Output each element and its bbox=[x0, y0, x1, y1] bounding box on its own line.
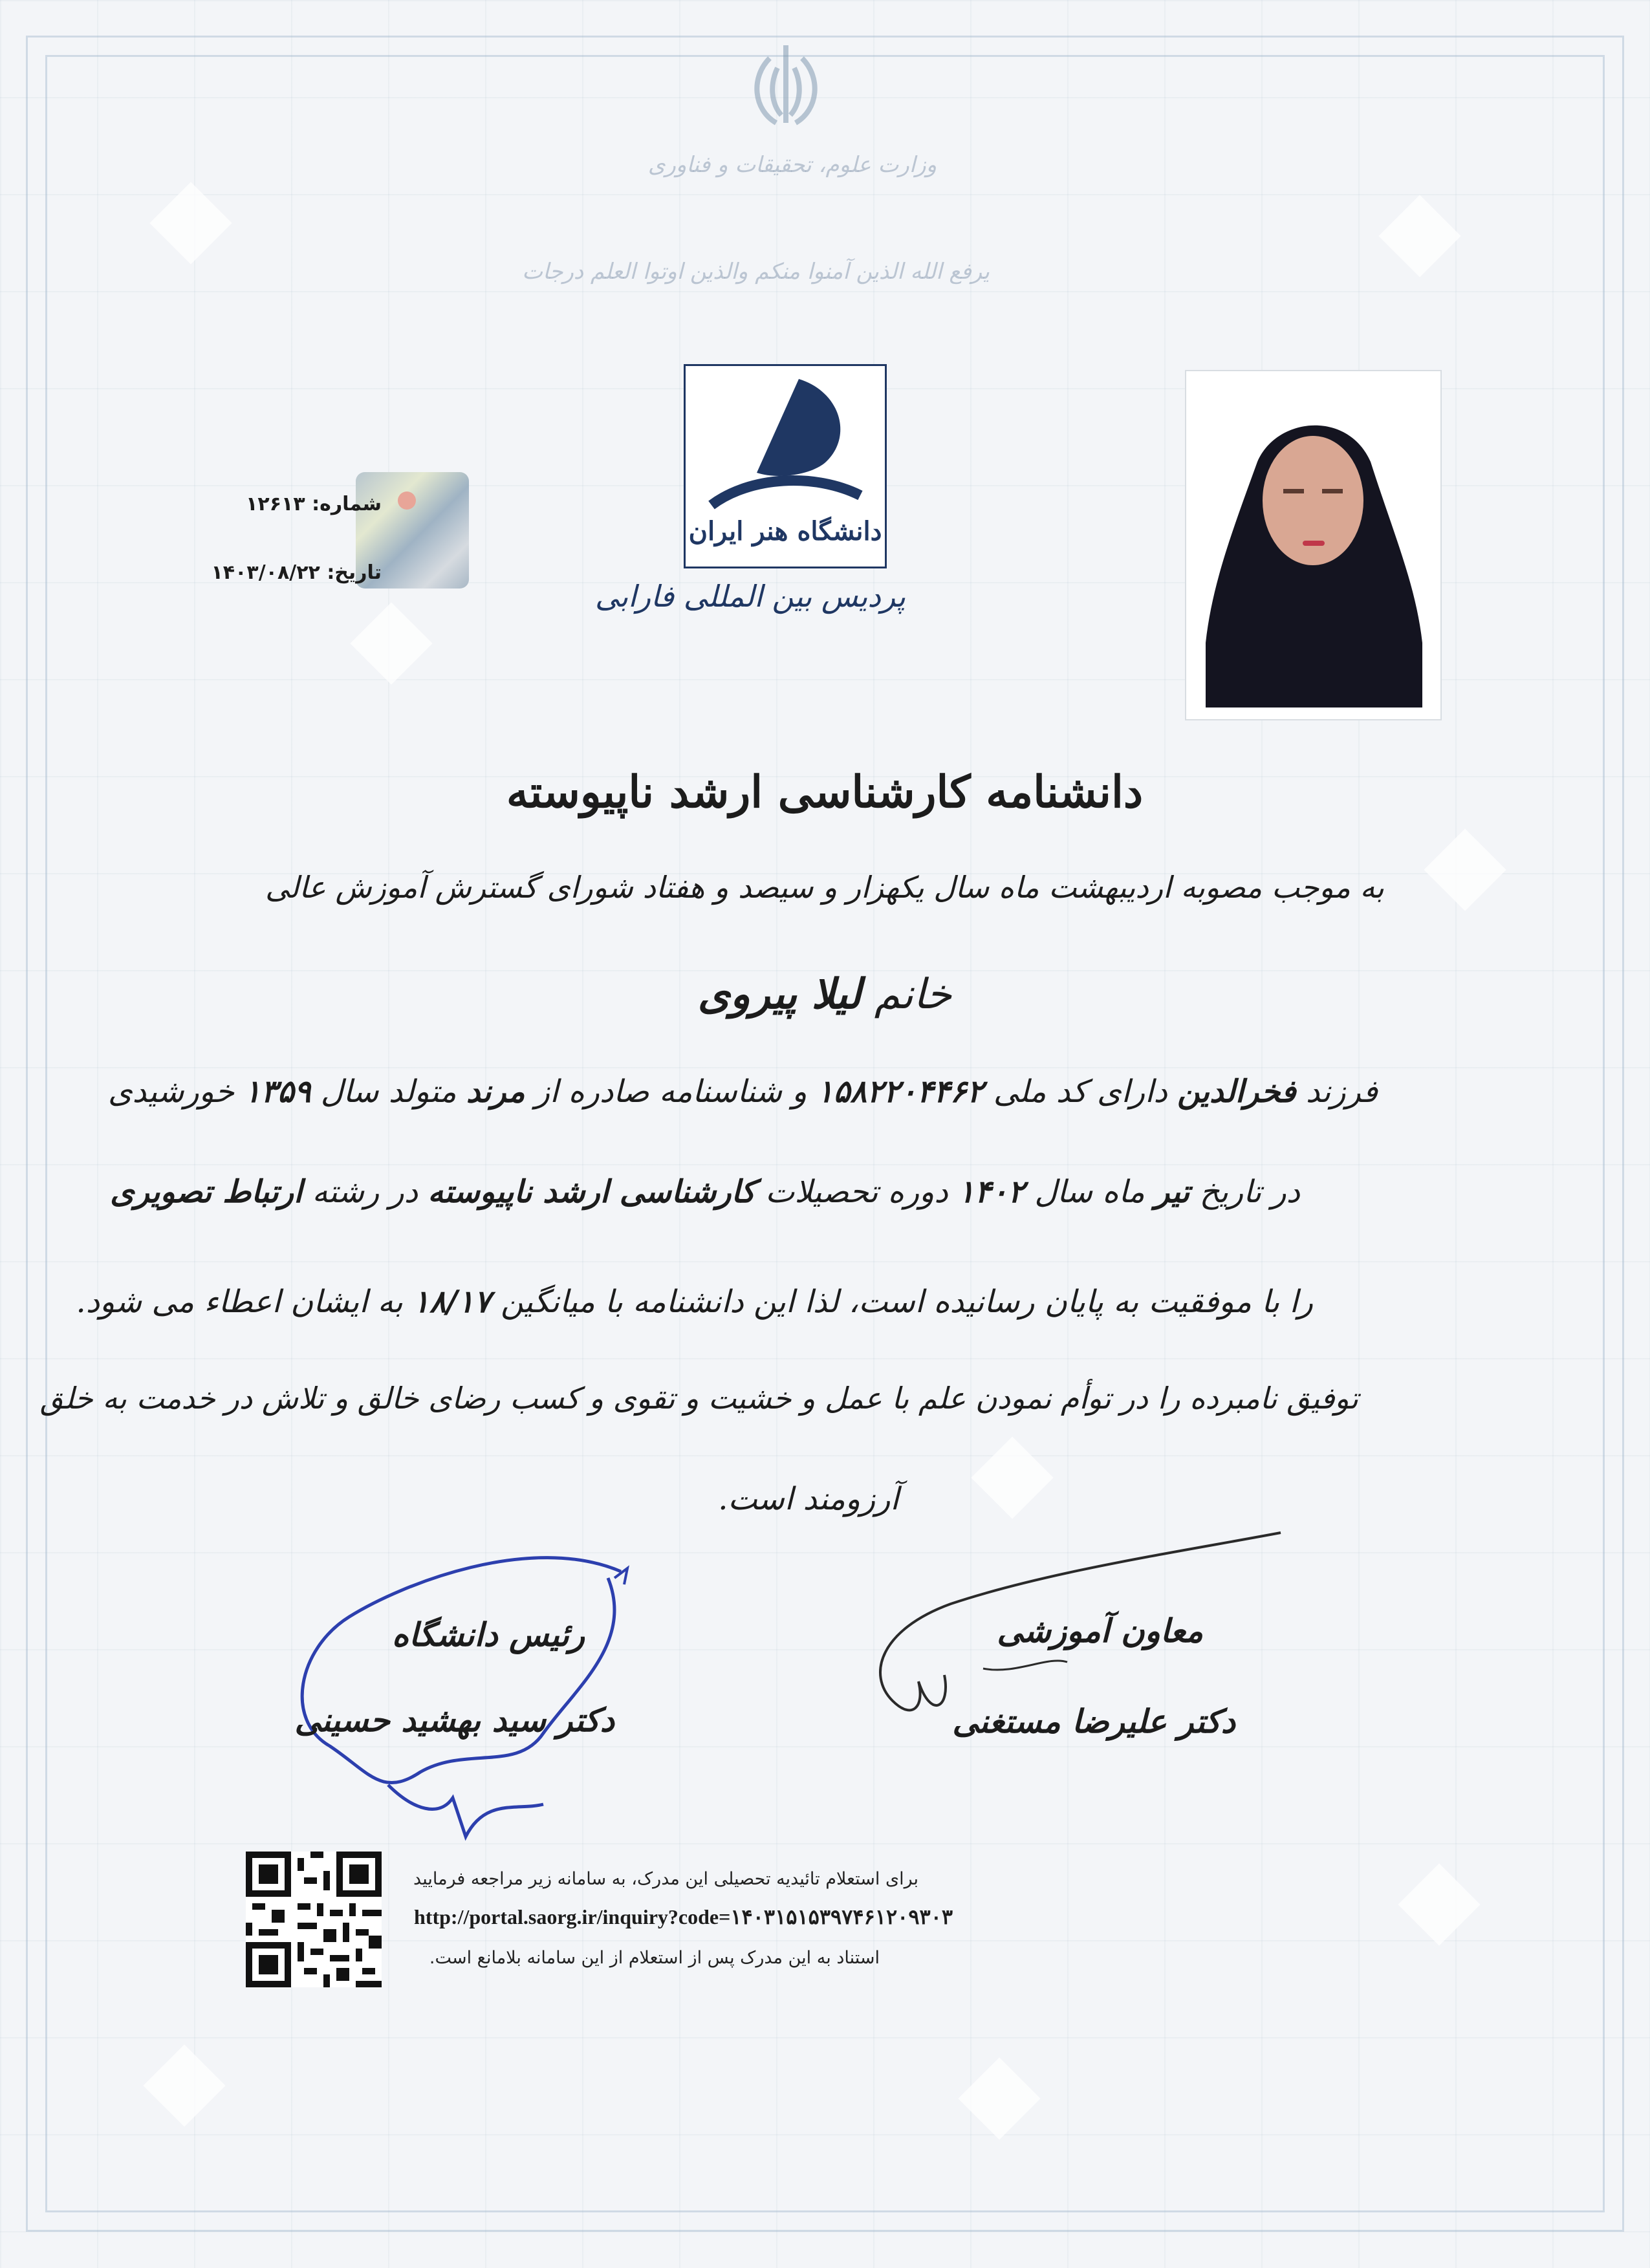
details-line-3 bbox=[76, 1284, 1313, 1320]
details-line-1 bbox=[108, 1074, 1378, 1110]
birth-year: ۱۳۵۹ bbox=[244, 1074, 311, 1110]
recipient-prefix: خانم bbox=[874, 971, 952, 1019]
vice-president-signature-icon bbox=[854, 1526, 1294, 1785]
portrait-icon bbox=[1186, 371, 1440, 719]
seal-dot bbox=[398, 491, 416, 510]
graduation-month: تیر bbox=[1155, 1174, 1190, 1210]
approval-line: به موجب مصوبه اردیبهشت ماه سال یکهزار و سیصد و هفتاد شورای گسترش آموزش عالی bbox=[265, 870, 1384, 905]
date-row bbox=[142, 561, 382, 584]
national-id: ۱۵۸۲۲۰۴۴۶۲ bbox=[816, 1074, 984, 1110]
president-name: دکتر سید بهشید حسینی bbox=[294, 1701, 614, 1739]
recipient-line bbox=[517, 970, 1132, 1019]
number-value: ۱۲۶۱۳ bbox=[246, 493, 305, 515]
number-row bbox=[194, 493, 382, 515]
id-card-text: و شناسنامه صادره از bbox=[534, 1074, 807, 1110]
vice-president-name: دکتر علیرضا مستغنی bbox=[952, 1702, 1235, 1740]
university-logo-icon bbox=[686, 366, 885, 521]
closing-line: آرزومند است. bbox=[718, 1481, 899, 1517]
year-label: ماه سال bbox=[1034, 1174, 1145, 1210]
completion-text: را با موفقیت به پایان رسانیده است، لذا این دانشنامه با میانگین bbox=[501, 1284, 1313, 1320]
recipient-name: لیلا پیروی bbox=[697, 970, 862, 1019]
university-name: دانشگاه هنر ایران bbox=[688, 516, 882, 546]
field-name: ارتباط تصویری bbox=[110, 1174, 303, 1210]
wish-line: توفیق نامبرده را در توأم نمودن علم با عمل و خشیت و تقوی و کسب رضای خالق و تلاش در خدمت به خلق bbox=[39, 1381, 1358, 1416]
date-value: ۱۴۰۳/۰۸/۲۲ bbox=[211, 561, 320, 584]
father-name: فخرالدین bbox=[1177, 1074, 1296, 1110]
child-of: فرزند bbox=[1305, 1074, 1378, 1110]
ministry-name: وزارت علوم، تحقیقات و فناوری bbox=[647, 152, 937, 178]
awarded-text: به ایشان اعطاء می شود. bbox=[76, 1284, 403, 1320]
certificate-title: دانشنامه کارشناسی ارشد ناپیوسته bbox=[506, 766, 1144, 818]
number-label: شماره: bbox=[312, 493, 382, 515]
details-line-2 bbox=[110, 1174, 1300, 1210]
vice-president-title: معاون آموزشی bbox=[997, 1612, 1203, 1650]
national-id-label: دارای کد ملی bbox=[993, 1074, 1167, 1110]
verification-instruction: برای استعلام تائیدیه تحصیلی این مدرک، به سامانه زیر مراجعه فرمایید bbox=[413, 1869, 918, 1889]
birthplace: مرند bbox=[466, 1074, 525, 1110]
calendar: خورشیدی bbox=[108, 1074, 235, 1110]
born-year-label: متولد سال bbox=[320, 1074, 457, 1110]
president-title: رئیس دانشگاه bbox=[391, 1615, 585, 1654]
graduation-year: ۱۴۰۲ bbox=[957, 1174, 1025, 1210]
quran-motto: یرفع الله الذین آمنوا منکم والذین اوتوا العلم درجات bbox=[522, 259, 990, 285]
iran-emblem-icon bbox=[731, 32, 841, 136]
qr-code-icon bbox=[246, 1852, 382, 1987]
on-date: در تاریخ bbox=[1199, 1174, 1300, 1210]
recipient-photo bbox=[1185, 370, 1442, 720]
period-text: دوره تحصیلات bbox=[765, 1174, 948, 1210]
date-label: تاریخ: bbox=[327, 561, 382, 584]
campus-name: پردیس بین المللی فارابی bbox=[594, 579, 906, 614]
degree-name: کارشناسی ارشد ناپیوسته bbox=[428, 1174, 755, 1210]
gpa-value: ۱۸/۱۷ bbox=[413, 1284, 491, 1320]
university-logo bbox=[684, 364, 887, 568]
verification-link[interactable]: http://portal.saorg.ir/inquiry?code=۱۴۰۳۱۵۱۵۳۹۷۴۶۱۲۰۹۳۰۳ bbox=[414, 1905, 953, 1928]
in-field: در رشته bbox=[312, 1174, 418, 1210]
verification-note: استناد به این مدرک پس از استعلام از این سامانه بلامانع است. bbox=[429, 1948, 880, 1968]
